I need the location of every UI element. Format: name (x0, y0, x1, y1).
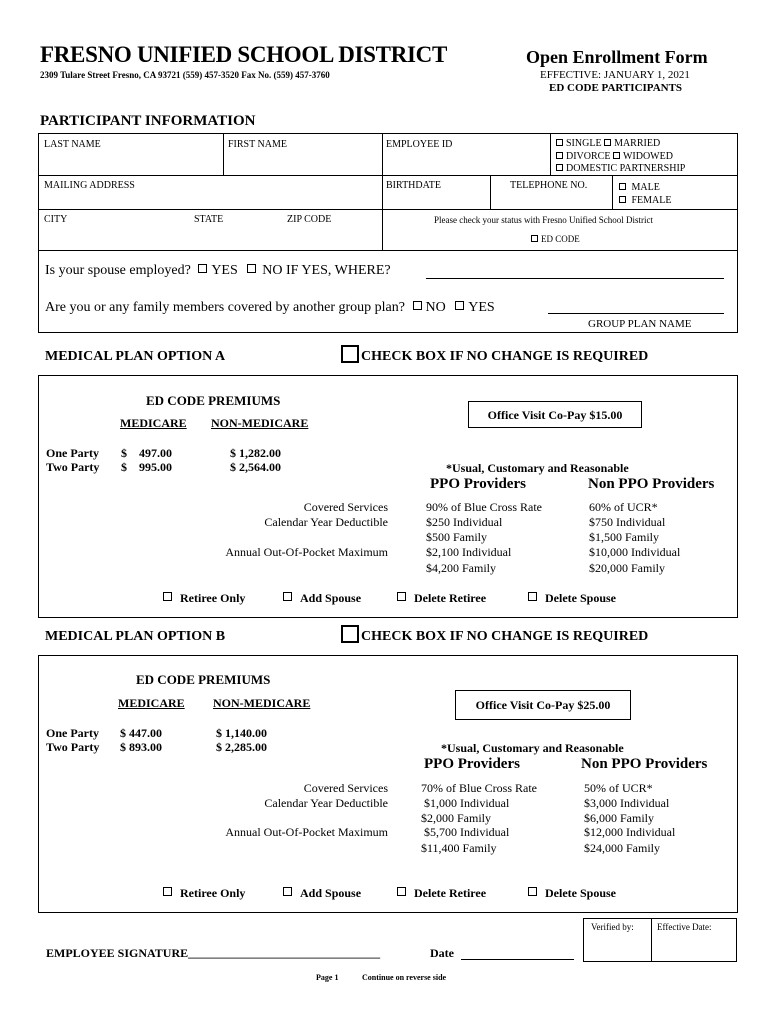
plan-a-one-medicare: $ 497.00 (121, 446, 172, 460)
plan-a-copay: Office Visit Co-Pay $15.00 (487, 408, 623, 422)
plan-a-ppo-oop-fam: $4,200 Family (426, 561, 497, 575)
checkbox-icon[interactable] (283, 592, 292, 601)
birthdate-field[interactable]: BIRTHDATE (386, 180, 441, 191)
first-name-field[interactable]: FIRST NAME (228, 139, 287, 150)
plan-a-retiree-only[interactable]: Retiree Only (163, 591, 245, 606)
plan-b-non-ppo-header: Non PPO Providers (581, 756, 708, 772)
plan-b-non-oop-fam: $24,000 Family (584, 841, 661, 855)
plan-a-ppo-header: PPO Providers (430, 476, 526, 492)
plan-a-medicare-header: MEDICARE (120, 416, 187, 430)
verified-by-field[interactable]: Verified by: (591, 922, 634, 932)
zip-field[interactable]: ZIP CODE (287, 214, 332, 225)
plan-a-ppo-covered: 90% of Blue Cross Rate (426, 500, 542, 514)
plan-a-ppo-oop-ind: $2,100 Individual (426, 545, 512, 559)
district-address: 2309 Tulare Street Fresno, CA 93721 (559) 457-3520 Fax No. (559) 457-3760 (40, 70, 330, 80)
effective-date-field[interactable]: Effective Date: (657, 922, 712, 932)
plan-a-non-ppo-header: Non PPO Providers (588, 476, 715, 492)
employee-signature-line[interactable]: EMPLOYEE SIGNATURE________________________________ (46, 946, 381, 960)
employee-id-field[interactable]: EMPLOYEE ID (386, 139, 453, 150)
plan-b-no-change-checkbox[interactable] (341, 625, 359, 643)
plan-b-title: MEDICAL PLAN OPTION B (45, 629, 226, 644)
plan-a-oop-label: Annual Out-Of-Pocket Maximum (225, 545, 388, 559)
telephone-field[interactable]: TELEPHONE NO. (510, 180, 588, 191)
single-option[interactable]: SINGLE MARRIED (556, 138, 660, 149)
female-option[interactable]: FEMALE (619, 195, 672, 206)
plan-b-non-ded-fam: $6,000 Family (584, 811, 655, 825)
plan-b-add-spouse[interactable]: Add Spouse (283, 886, 361, 901)
state-field[interactable]: STATE (194, 214, 224, 225)
spouse-yes-checkbox[interactable] (198, 264, 207, 273)
plan-b-ppo-ded-fam: $2,000 Family (421, 811, 492, 825)
plan-a-non-covered: 60% of UCR* (589, 500, 658, 514)
form-subtitle: ED CODE PARTICIPANTS (549, 82, 683, 94)
plan-b-two-medicare: $ 893.00 (120, 740, 162, 754)
spouse-where-line[interactable] (426, 278, 724, 279)
participant-section-title: PARTICIPANT INFORMATION (40, 113, 256, 129)
plan-b-non-covered: 50% of UCR* (584, 781, 653, 795)
plan-a-premiums-title: ED CODE PREMIUMS (146, 393, 281, 408)
continue-note: Continue on reverse side (362, 973, 447, 982)
plan-a-delete-retiree[interactable]: Delete Retiree (397, 591, 486, 606)
other-plan-no-checkbox[interactable] (413, 301, 422, 310)
plan-a-add-spouse[interactable]: Add Spouse (283, 591, 361, 606)
plan-a-title: MEDICAL PLAN OPTION A (45, 349, 226, 364)
plan-b-copay: Office Visit Co-Pay $25.00 (475, 698, 611, 712)
other-plan-yes-checkbox[interactable] (455, 301, 464, 310)
plan-a-two-medicare: $ 995.00 (121, 460, 172, 474)
plan-a-non-ded-fam: $1,500 Family (589, 530, 660, 544)
plan-a-non-oop-ind: $10,000 Individual (589, 545, 681, 559)
checkbox-icon[interactable] (556, 152, 563, 159)
checkbox-icon[interactable] (556, 139, 563, 146)
other-plan-question: Are you or any family members covered by another group plan? NO YES (45, 300, 495, 315)
checkbox-icon[interactable] (619, 183, 626, 190)
plan-b-retiree-only[interactable]: Retiree Only (163, 886, 245, 901)
checkbox-icon[interactable] (163, 592, 172, 601)
plan-a-two-party: Two Party (46, 460, 100, 474)
city-field[interactable]: CITY (44, 214, 68, 225)
plan-a-covered-services-label: Covered Services (303, 500, 388, 514)
plan-b-delete-retiree[interactable]: Delete Retiree (397, 886, 486, 901)
plan-b-ppo-ded-ind: $1,000 Individual (424, 796, 510, 810)
plan-b-delete-spouse[interactable]: Delete Spouse (528, 886, 616, 901)
date-line[interactable] (461, 959, 574, 960)
plan-b-deductible-label: Calendar Year Deductible (264, 796, 388, 810)
checkbox-icon[interactable] (528, 887, 537, 896)
male-option[interactable]: MALE (619, 182, 660, 193)
plan-b-non-ded-ind: $3,000 Individual (584, 796, 670, 810)
group-plan-label: GROUP PLAN NAME (588, 318, 692, 330)
date-label: Date (430, 946, 454, 960)
plan-b-oop-label: Annual Out-Of-Pocket Maximum (225, 825, 388, 839)
plan-b-premiums-title: ED CODE PREMIUMS (136, 672, 271, 687)
plan-b-ppo-oop-fam: $11,400 Family (421, 841, 497, 855)
spouse-no-checkbox[interactable] (247, 264, 256, 273)
checkbox-icon[interactable] (397, 887, 406, 896)
plan-a-ucr-note: *Usual, Customary and Reasonable (446, 461, 629, 475)
status-note: Please check your status with Fresno Unified School District (434, 215, 653, 225)
checkbox-icon[interactable] (283, 887, 292, 896)
group-plan-line[interactable] (548, 313, 724, 314)
checkbox-icon[interactable] (531, 235, 538, 242)
plan-a-non-ded-ind: $750 Individual (589, 515, 666, 529)
plan-a-ppo-ded-ind: $250 Individual (426, 515, 503, 529)
checkbox-icon[interactable] (604, 139, 611, 146)
checkbox-icon[interactable] (163, 887, 172, 896)
plan-b-one-non-medicare: $ 1,140.00 (216, 726, 267, 740)
plan-b-two-non-medicare: $ 2,285.00 (216, 740, 267, 754)
checkbox-icon[interactable] (528, 592, 537, 601)
plan-b-no-change-label: CHECK BOX IF NO CHANGE IS REQUIRED (361, 629, 649, 644)
plan-b-ucr-note: *Usual, Customary and Reasonable (441, 741, 624, 755)
plan-a-deductible-label: Calendar Year Deductible (264, 515, 388, 529)
divorce-option[interactable]: DIVORCE WIDOWED (556, 151, 673, 162)
plan-a-two-non-medicare: $ 2,564.00 (230, 460, 281, 474)
form-title: Open Enrollment Form (526, 47, 708, 67)
page-number: Page 1 (316, 973, 339, 982)
mailing-address-field[interactable]: MAILING ADDRESS (44, 180, 135, 191)
plan-b-one-medicare: $ 447.00 (120, 726, 162, 740)
plan-b-ppo-header: PPO Providers (424, 756, 520, 772)
plan-b-non-medicare-header: NON-MEDICARE (213, 696, 311, 710)
plan-b-non-oop-ind: $12,000 Individual (584, 825, 676, 839)
effective-date-text: EFFECTIVE: JANUARY 1, 2021 (540, 69, 690, 81)
plan-b-ppo-oop-ind: $5,700 Individual (424, 825, 510, 839)
plan-a-one-non-medicare: $ 1,282.00 (230, 446, 281, 460)
district-title: FRESNO UNIFIED SCHOOL DISTRICT (40, 42, 448, 67)
checkbox-icon[interactable] (619, 196, 626, 203)
plan-a-non-oop-fam: $20,000 Family (589, 561, 666, 575)
plan-a-no-change-checkbox[interactable] (341, 345, 359, 363)
last-name-field[interactable]: LAST NAME (44, 139, 101, 150)
plan-a-no-change-label: CHECK BOX IF NO CHANGE IS REQUIRED (361, 349, 649, 364)
plan-b-one-party: One Party (46, 726, 99, 740)
checkbox-icon[interactable] (556, 164, 563, 171)
plan-b-ppo-covered: 70% of Blue Cross Rate (421, 781, 537, 795)
domestic-option[interactable]: DOMESTIC PARTNERSHIP (556, 163, 685, 174)
spouse-employed-question: Is your spouse employed? YES NO IF YES, WHERE? (45, 263, 391, 278)
plan-a-ppo-ded-fam: $500 Family (426, 530, 488, 544)
plan-a-non-medicare-header: NON-MEDICARE (211, 416, 309, 430)
plan-a-delete-spouse[interactable]: Delete Spouse (528, 591, 616, 606)
plan-b-medicare-header: MEDICARE (118, 696, 185, 710)
ed-code-option[interactable]: ED CODE (531, 234, 580, 244)
checkbox-icon[interactable] (397, 592, 406, 601)
plan-a-one-party: One Party (46, 446, 99, 460)
plan-b-covered-services-label: Covered Services (303, 781, 388, 795)
checkbox-icon[interactable] (613, 152, 620, 159)
plan-b-two-party: Two Party (46, 740, 100, 754)
